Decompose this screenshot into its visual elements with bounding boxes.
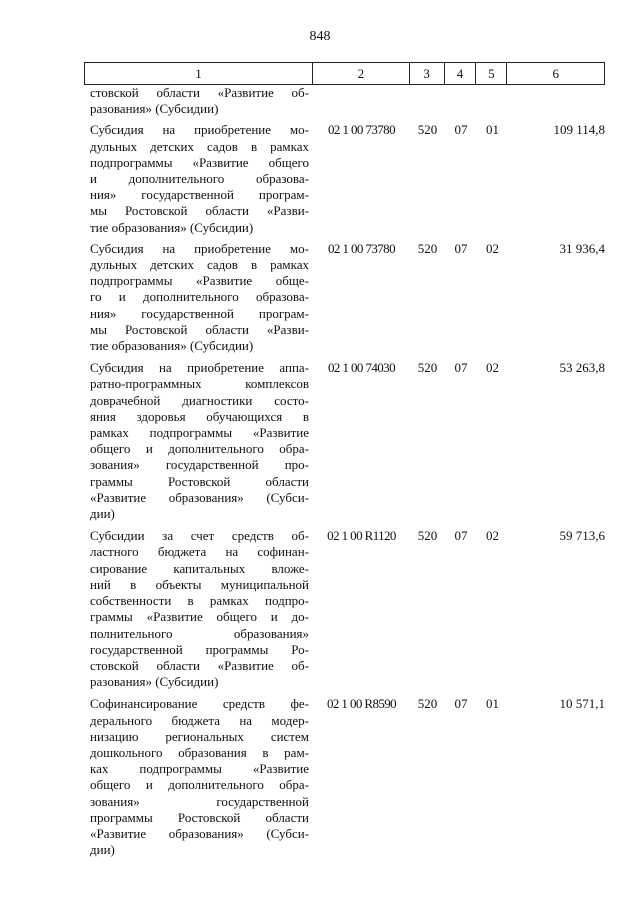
row-col-4: 07 — [454, 696, 468, 712]
description-line: дульных детских садов в рамках — [90, 138, 309, 154]
row-code: 02 1 00 R1120 — [327, 528, 396, 544]
description-line: дерального бюджета на модер- — [90, 712, 309, 728]
row-code: 02 1 00 R8590 — [326, 696, 397, 712]
row-col-5: 02 — [486, 240, 499, 256]
description-line: дии) — [90, 506, 115, 522]
description-line: граммы «Развитие общего и до- — [90, 609, 309, 625]
description-line: Субсидии за счет средств об- — [90, 528, 309, 544]
row-col-3 — [410, 85, 445, 117]
table-row — [84, 241, 605, 354]
table-header — [84, 62, 605, 85]
description-line: ний в объекты муниципальной — [90, 576, 309, 592]
description-line: ках подпрограммы «Развитие — [90, 761, 309, 777]
row-col-5: 02 — [486, 360, 499, 376]
row-amount: 31 936,4 — [559, 240, 605, 256]
header-col-5: 5 — [476, 63, 507, 84]
row-col-3: 520 — [417, 240, 438, 256]
table-row — [84, 122, 605, 235]
row-amount: 10 571,1 — [559, 696, 605, 712]
row-description — [84, 122, 313, 235]
description-line: общего и дополнительного обра- — [90, 777, 309, 793]
description-line: рамках подпрограммы «Развитие — [90, 425, 309, 441]
row-code: 02 1 00 74030 — [328, 360, 395, 376]
row-col-4: 07 — [454, 122, 468, 138]
description-line: программы Ростовской области — [90, 809, 309, 825]
row-code: 02 1 00 73780 — [328, 240, 395, 256]
row-amount: 59 713,6 — [559, 528, 605, 544]
description-line: подпрограммы «Развитие общего — [90, 154, 309, 170]
description-line: зования» государственной про- — [90, 457, 309, 473]
description-line: яния здоровья обучающихся в — [90, 408, 309, 424]
description-line: доврачебной диагностики состо- — [90, 392, 309, 408]
table-row — [84, 85, 605, 117]
description-line: дульных детских садов в рамках — [90, 257, 309, 273]
description-line: низацию региональных систем — [90, 728, 309, 744]
description-line: «Развитие образования» (Субси- — [90, 825, 309, 841]
row-col-4: 07 — [454, 528, 468, 544]
row-description — [84, 241, 313, 354]
description-line: разования» (Субсидии) — [90, 674, 219, 690]
description-line: государственной программы Ро- — [90, 641, 309, 657]
row-col-3: 520 — [417, 528, 438, 544]
header-col-6: 6 — [552, 66, 559, 81]
description-line: подпрограммы «Развитие обще- — [90, 273, 309, 289]
description-line: «Развитие образования» (Субси- — [90, 489, 309, 505]
row-col-3: 520 — [417, 122, 438, 138]
description-line: мы Ростовской области «Разви- — [90, 203, 309, 219]
header-col-1: 1 — [85, 63, 313, 84]
header-col-4: 4 — [445, 63, 477, 84]
description-line: тие образования» (Субсидии) — [90, 219, 254, 235]
table-row — [84, 360, 605, 522]
header-col-3: 3 — [410, 63, 445, 84]
row-col-5 — [477, 85, 508, 117]
description-line: стовской области «Развитие об- — [90, 657, 309, 673]
row-description — [84, 85, 313, 117]
row-col-5: 01 — [486, 696, 499, 712]
row-amount — [508, 85, 605, 117]
description-line: граммы Ростовской области — [90, 473, 309, 489]
row-description — [84, 696, 313, 858]
description-line: го и дополнительного образова- — [90, 289, 309, 305]
row-amount: 109 114,8 — [553, 122, 605, 138]
description-line: ния» государственной програм- — [90, 305, 309, 321]
description-line: стовской области «Развитие об- — [90, 85, 309, 100]
table-row — [84, 528, 605, 690]
description-line: и дополнительного образова- — [90, 171, 309, 187]
table-row — [84, 696, 605, 858]
row-col-5: 01 — [486, 122, 499, 138]
description-line: полнительного образования» — [90, 625, 309, 641]
description-line: зования» государственной — [90, 793, 309, 809]
description-line: собственности в рамках подпро- — [90, 593, 309, 609]
description-line: разования» (Субсидии) — [90, 101, 219, 117]
row-col-3: 520 — [417, 696, 438, 712]
description-line: сирование капитальных вложе- — [90, 560, 309, 576]
row-code — [313, 85, 410, 117]
row-col-4: 07 — [454, 360, 468, 376]
description-line: Субсидия на приобретение мо- — [90, 122, 309, 138]
description-line: ратно-программных комплексов — [90, 376, 309, 392]
description-line: дии) — [90, 842, 115, 858]
row-amount: 53 263,8 — [559, 360, 605, 376]
row-description — [84, 528, 313, 690]
table-body — [84, 85, 605, 858]
page-number: 848 — [309, 29, 331, 44]
description-line: ластного бюджета на софинан- — [90, 544, 309, 560]
row-description — [84, 360, 313, 522]
description-line: мы Ростовской области «Разви- — [90, 321, 309, 337]
row-col-3: 520 — [417, 360, 438, 376]
description-line: тие образования» (Субсидии) — [90, 338, 254, 354]
description-line: Субсидия на приобретение аппа- — [90, 360, 309, 376]
description-line: дошкольного образования в рам- — [90, 744, 309, 760]
description-line: Субсидия на приобретение мо- — [90, 240, 309, 256]
description-line: общего и дополнительного обра- — [90, 441, 309, 457]
header-col-2: 2 — [313, 63, 410, 84]
description-line: ния» государственной програм- — [90, 187, 309, 203]
row-col-5: 02 — [486, 528, 499, 544]
row-col-4 — [445, 85, 477, 117]
row-code: 02 1 00 73780 — [328, 122, 395, 138]
row-col-4: 07 — [454, 240, 468, 256]
description-line: Софинансирование средств фе- — [90, 696, 309, 712]
